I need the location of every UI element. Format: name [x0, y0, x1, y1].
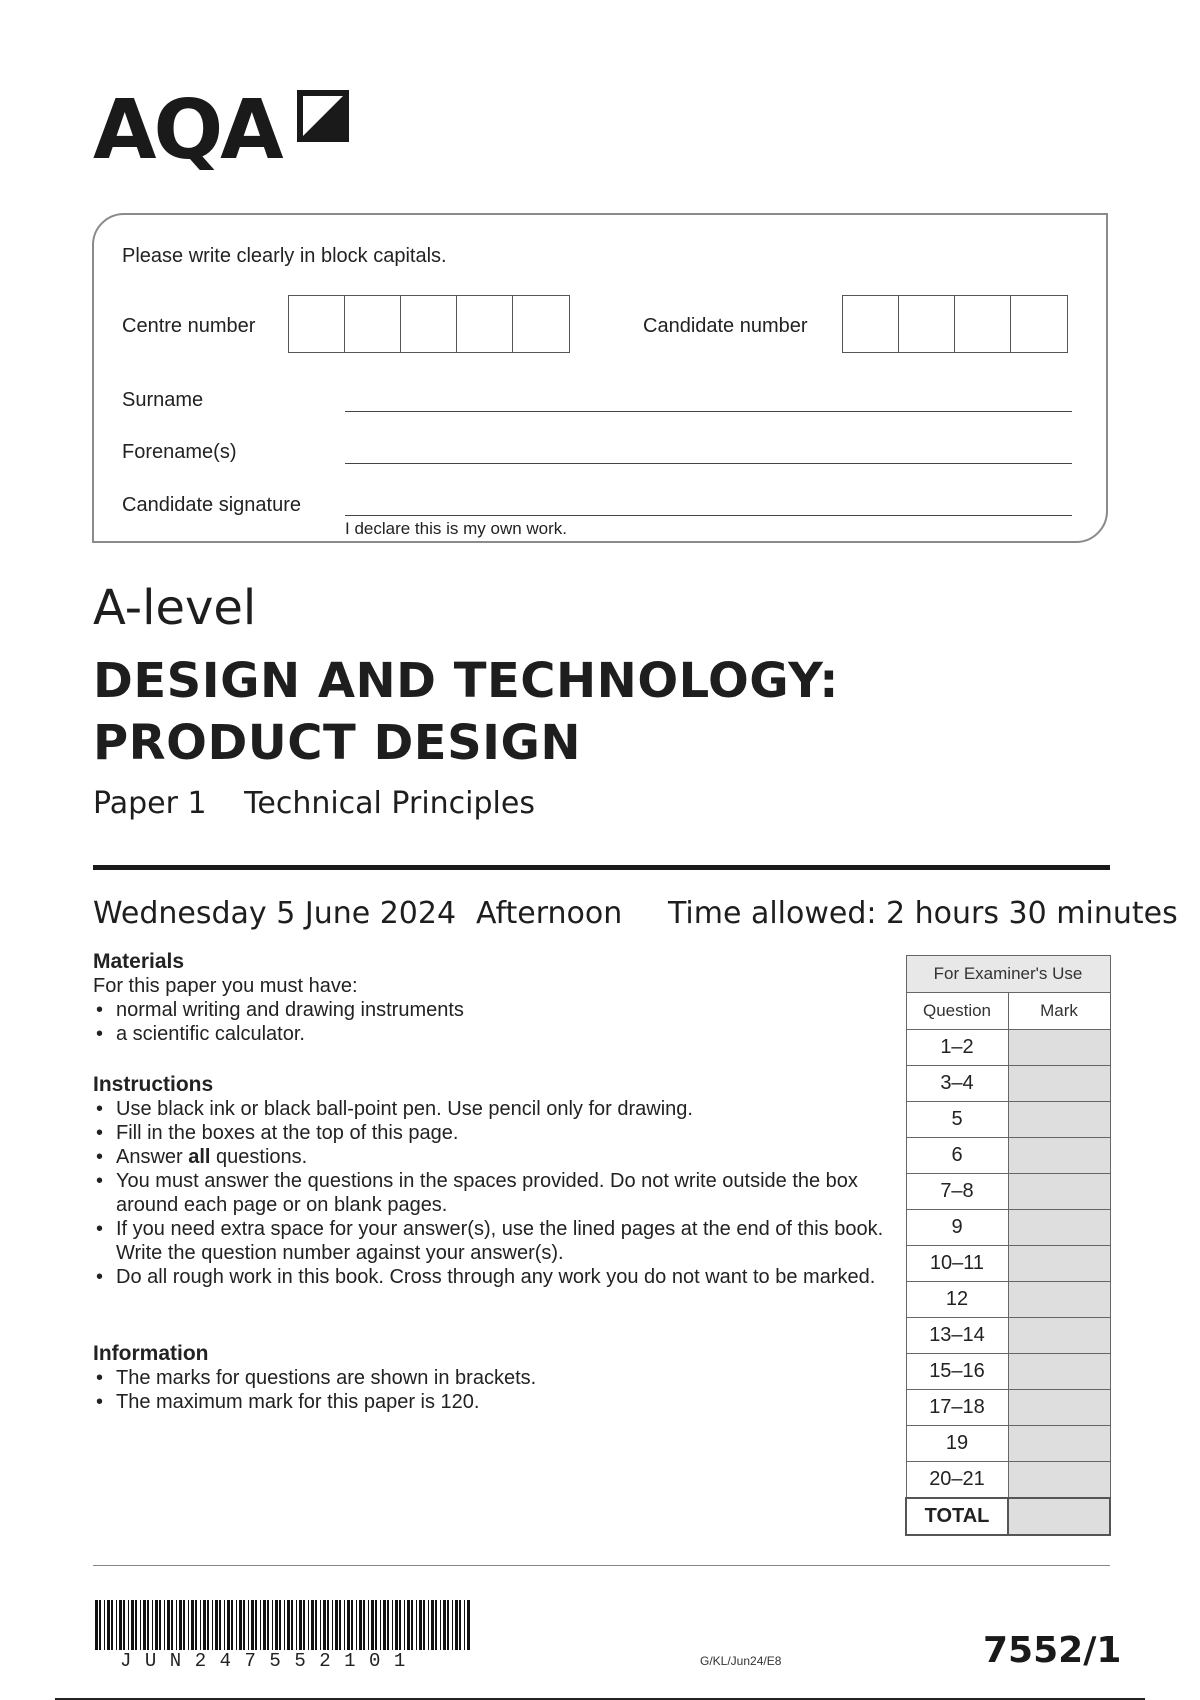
total-row: [906, 1498, 1110, 1535]
qualification-level: A-level: [93, 580, 257, 636]
candidate-number-digit-box[interactable]: [843, 296, 899, 352]
declaration-text: I declare this is my own work.: [345, 519, 568, 538]
table-row: [906, 1174, 1110, 1210]
list-item: • The maximum mark for this paper is 120.: [93, 1390, 893, 1414]
table-row: [906, 1210, 1110, 1246]
mark-cell[interactable]: [1008, 1174, 1110, 1210]
mark-column-header: Mark: [1008, 993, 1110, 1030]
paper-number: Paper 1: [93, 786, 207, 821]
paper-line: [93, 786, 563, 821]
table-row: [906, 1318, 1110, 1354]
question-cell: 1–2: [906, 1030, 1008, 1066]
total-mark-cell[interactable]: [1008, 1498, 1110, 1535]
table-row: [906, 1066, 1110, 1102]
mark-cell[interactable]: [1008, 1030, 1110, 1066]
subject-title-line2: PRODUCT DESIGN: [93, 715, 582, 771]
exam-session: Afternoon: [476, 896, 623, 931]
table-row: [906, 1426, 1110, 1462]
table-row: [906, 1282, 1110, 1318]
candidate-number-label: Candidate number: [643, 315, 808, 337]
list-item: • If you need extra space for your answer(s), use the lined pages at the end of this book. Write the question number against your answer(s).: [93, 1217, 898, 1265]
mark-cell[interactable]: [1008, 1066, 1110, 1102]
table-row: [906, 1246, 1110, 1282]
instructions-section: [93, 1073, 898, 1289]
materials-heading: Materials: [93, 950, 185, 973]
candidate-number-digit-box[interactable]: [899, 296, 955, 352]
information-heading: Information: [93, 1342, 209, 1365]
table-row: [906, 1462, 1110, 1499]
subject-title-line1: DESIGN AND TECHNOLOGY:: [93, 653, 839, 709]
mark-cell[interactable]: [1008, 1210, 1110, 1246]
candidate-number-digit-box[interactable]: [955, 296, 1011, 352]
list-item: • Fill in the boxes at the top of this page.: [93, 1121, 898, 1145]
question-cell: 15–16: [906, 1354, 1008, 1390]
list-item: • a scientific calculator.: [93, 1022, 893, 1046]
barcode-digits: JUN247552101: [120, 1650, 419, 1672]
surname-label: Surname: [122, 389, 204, 411]
mark-cell[interactable]: [1008, 1246, 1110, 1282]
forename-label: Forename(s): [122, 441, 237, 463]
header-divider: [93, 865, 1110, 870]
question-cell: 3–4: [906, 1066, 1008, 1102]
centre-number-digit-box[interactable]: [457, 296, 513, 352]
candidate-number-boxes[interactable]: [842, 295, 1068, 353]
footer-divider: [93, 1565, 1110, 1566]
table-row: [906, 1102, 1110, 1138]
question-cell: 19: [906, 1426, 1008, 1462]
list-item: • normal writing and drawing instruments: [93, 998, 893, 1022]
aqa-logo: [93, 83, 363, 188]
list-item: • Do all rough work in this book. Cross through any work you do not want to be marked.: [93, 1265, 898, 1289]
logo-text: AQA: [93, 83, 281, 178]
list-item: • The marks for questions are shown in brackets.: [93, 1366, 893, 1390]
table-row: [906, 1390, 1110, 1426]
paper-code: 7552/1: [983, 1630, 1122, 1671]
question-cell: 9: [906, 1210, 1008, 1246]
signature-field[interactable]: [345, 515, 1072, 516]
list-item: • You must answer the questions in the spaces provided. Do not write outside the box around each page or on blank pages.: [93, 1169, 898, 1217]
table-row: [906, 1354, 1110, 1390]
centre-number-digit-box[interactable]: [289, 296, 345, 352]
time-allowed: Time allowed: 2 hours 30 minutes: [668, 896, 1178, 931]
list-item: • Use black ink or black ball-point pen. Use pencil only for drawing.: [93, 1097, 898, 1121]
list-item: • Answer all questions.: [93, 1145, 898, 1169]
question-cell: 10–11: [906, 1246, 1008, 1282]
total-label: TOTAL: [906, 1498, 1008, 1535]
candidate-number-digit-box[interactable]: [1011, 296, 1067, 352]
materials-section: [93, 950, 893, 1046]
mark-cell[interactable]: [1008, 1390, 1110, 1426]
materials-intro: For this paper you must have:: [93, 975, 358, 997]
aqa-leaf-icon: [293, 86, 353, 146]
paper-name: Technical Principles: [244, 786, 535, 821]
question-cell: 20–21: [906, 1462, 1008, 1499]
mark-cell[interactable]: [1008, 1138, 1110, 1174]
forename-field[interactable]: [345, 463, 1072, 464]
instructions-list: [93, 1097, 898, 1289]
question-cell: 17–18: [906, 1390, 1008, 1426]
signature-label: Candidate signature: [122, 494, 302, 516]
mark-cell[interactable]: [1008, 1462, 1110, 1499]
barcode-image: [93, 1600, 473, 1650]
centre-number-digit-box[interactable]: [401, 296, 457, 352]
mark-cell[interactable]: [1008, 1282, 1110, 1318]
candidate-details-box: [92, 213, 1108, 543]
centre-number-boxes[interactable]: [288, 295, 570, 353]
table-row: [906, 1138, 1110, 1174]
question-column-header: Question: [906, 993, 1008, 1030]
information-list: [93, 1366, 893, 1414]
examiners-use-title: For Examiner's Use: [906, 956, 1110, 993]
centre-number-digit-box[interactable]: [513, 296, 569, 352]
mark-cell[interactable]: [1008, 1102, 1110, 1138]
centre-number-digit-box[interactable]: [345, 296, 401, 352]
table-row: [906, 1030, 1110, 1066]
block-capitals-instruction: Please write clearly in block capitals.: [122, 245, 447, 267]
instructions-heading: Instructions: [93, 1073, 214, 1096]
question-cell: 13–14: [906, 1318, 1008, 1354]
materials-list: [93, 998, 893, 1046]
question-cell: 5: [906, 1102, 1008, 1138]
mark-cell[interactable]: [1008, 1318, 1110, 1354]
information-section: [93, 1342, 893, 1414]
question-cell: 7–8: [906, 1174, 1008, 1210]
centre-number-label: Centre number: [122, 315, 256, 337]
exam-date: Wednesday 5 June 2024: [93, 896, 457, 931]
surname-field[interactable]: [345, 411, 1072, 412]
mark-cell[interactable]: [1008, 1354, 1110, 1390]
question-cell: 6: [906, 1138, 1008, 1174]
mark-cell[interactable]: [1008, 1426, 1110, 1462]
question-cell: 12: [906, 1282, 1008, 1318]
subject-title: [93, 650, 839, 774]
examiners-use-table: [905, 955, 1111, 1536]
paper-reference: G/KL/Jun24/E8: [700, 1654, 782, 1668]
